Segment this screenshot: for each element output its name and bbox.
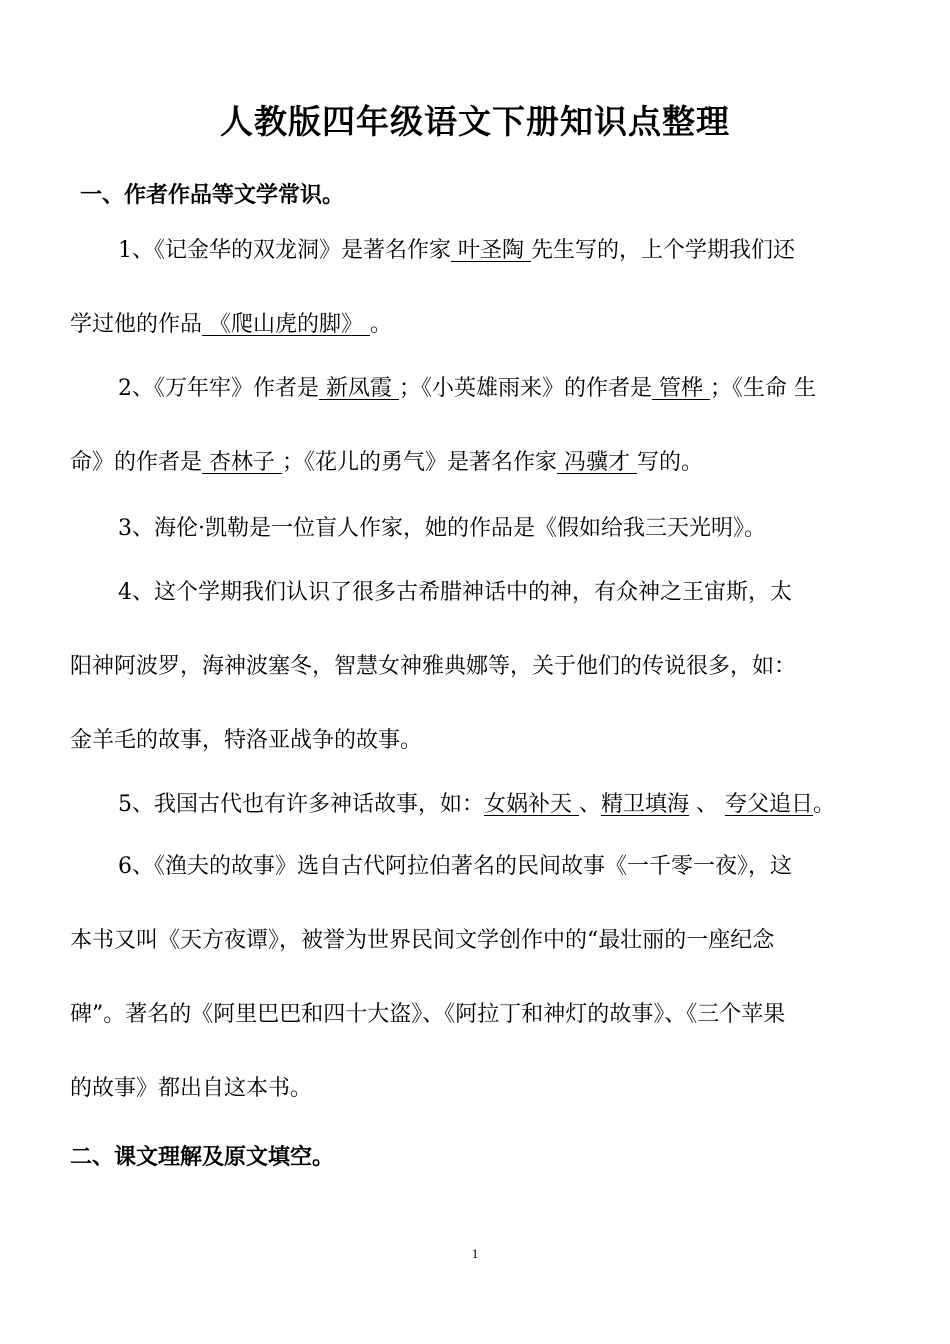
item-4-line-3: 金羊毛的故事，特洛亚战争的故事。: [70, 728, 423, 753]
text: 2、《万年牢》作者是: [118, 376, 319, 401]
document-title: 人教版四年级语文下册知识点整理: [220, 102, 730, 141]
answer-author: 叶圣陶: [451, 238, 531, 263]
item-6-line-4: 的故事》都出自这本书。: [70, 1076, 313, 1101]
item-1-line-1: [118, 236, 795, 266]
item-6-line-2: 本书又叫《天方夜谭》，被誉为世界民间文学创作中的“最壮丽的一座纪念: [70, 928, 775, 953]
section-2-heading: 二、课文理解及原文填空。: [70, 1145, 335, 1170]
item-1-line-2: [70, 310, 392, 340]
text: 。: [370, 312, 393, 337]
item-6-line-1: 6、《渔夫的故事》选自古代阿拉伯著名的民间故事《一千零一夜》，这: [118, 854, 792, 879]
answer-author: 管桦: [652, 376, 711, 401]
text: 学过他的作品: [70, 312, 203, 337]
answer-author: 新凤霞: [319, 376, 399, 401]
text: ；《小英雄雨来》的作者是: [399, 376, 653, 401]
item-2-line-1: [118, 374, 816, 404]
text: 、: [579, 792, 602, 817]
answer-myth: 精卫填海: [601, 792, 690, 817]
item-2-line-2: [70, 448, 703, 478]
answer-myth: 女娲补天: [484, 792, 579, 817]
text: 命》的作者是: [70, 450, 203, 475]
page-number: 1: [471, 1246, 479, 1261]
text: 先生写的，上个学期我们还: [531, 238, 796, 263]
answer-author: 杏林子: [202, 450, 283, 475]
text: 写的。: [637, 450, 704, 475]
answer-work: 《爬山虎的脚》: [202, 312, 371, 337]
item-4-line-1: 4、这个学期我们认识了很多古希腊神话中的神，有众神之王宙斯，太: [118, 580, 792, 605]
item-5-line: [118, 790, 835, 820]
text: 。: [813, 792, 836, 817]
text: ；《生命 生: [710, 376, 817, 401]
text: 、: [689, 792, 719, 817]
item-4-line-2: 阳神阿波罗，海神波塞冬，智慧女神雅典娜等，关于他们的传说很多，如：: [70, 654, 797, 679]
text: ；《花儿的勇气》是著名作家: [282, 450, 558, 475]
answer-author: 冯骥才: [557, 450, 638, 475]
text: 1、《记金华的双龙洞》是著名作家: [118, 238, 451, 263]
section-1-heading: 一、作者作品等文学常识。: [80, 183, 345, 208]
text: 5、我国古代也有许多神话故事，如：: [118, 792, 484, 817]
answer-myth: 夸父追日: [725, 792, 814, 817]
item-3-line: 3、海伦·凯勒是一位盲人作家，她的作品是《假如给我三天光明》。: [118, 516, 766, 541]
item-6-line-3: 碑”。著名的《阿里巴巴和四十大盗》、《阿拉丁和神灯的故事》、《三个苹果: [70, 1002, 786, 1027]
